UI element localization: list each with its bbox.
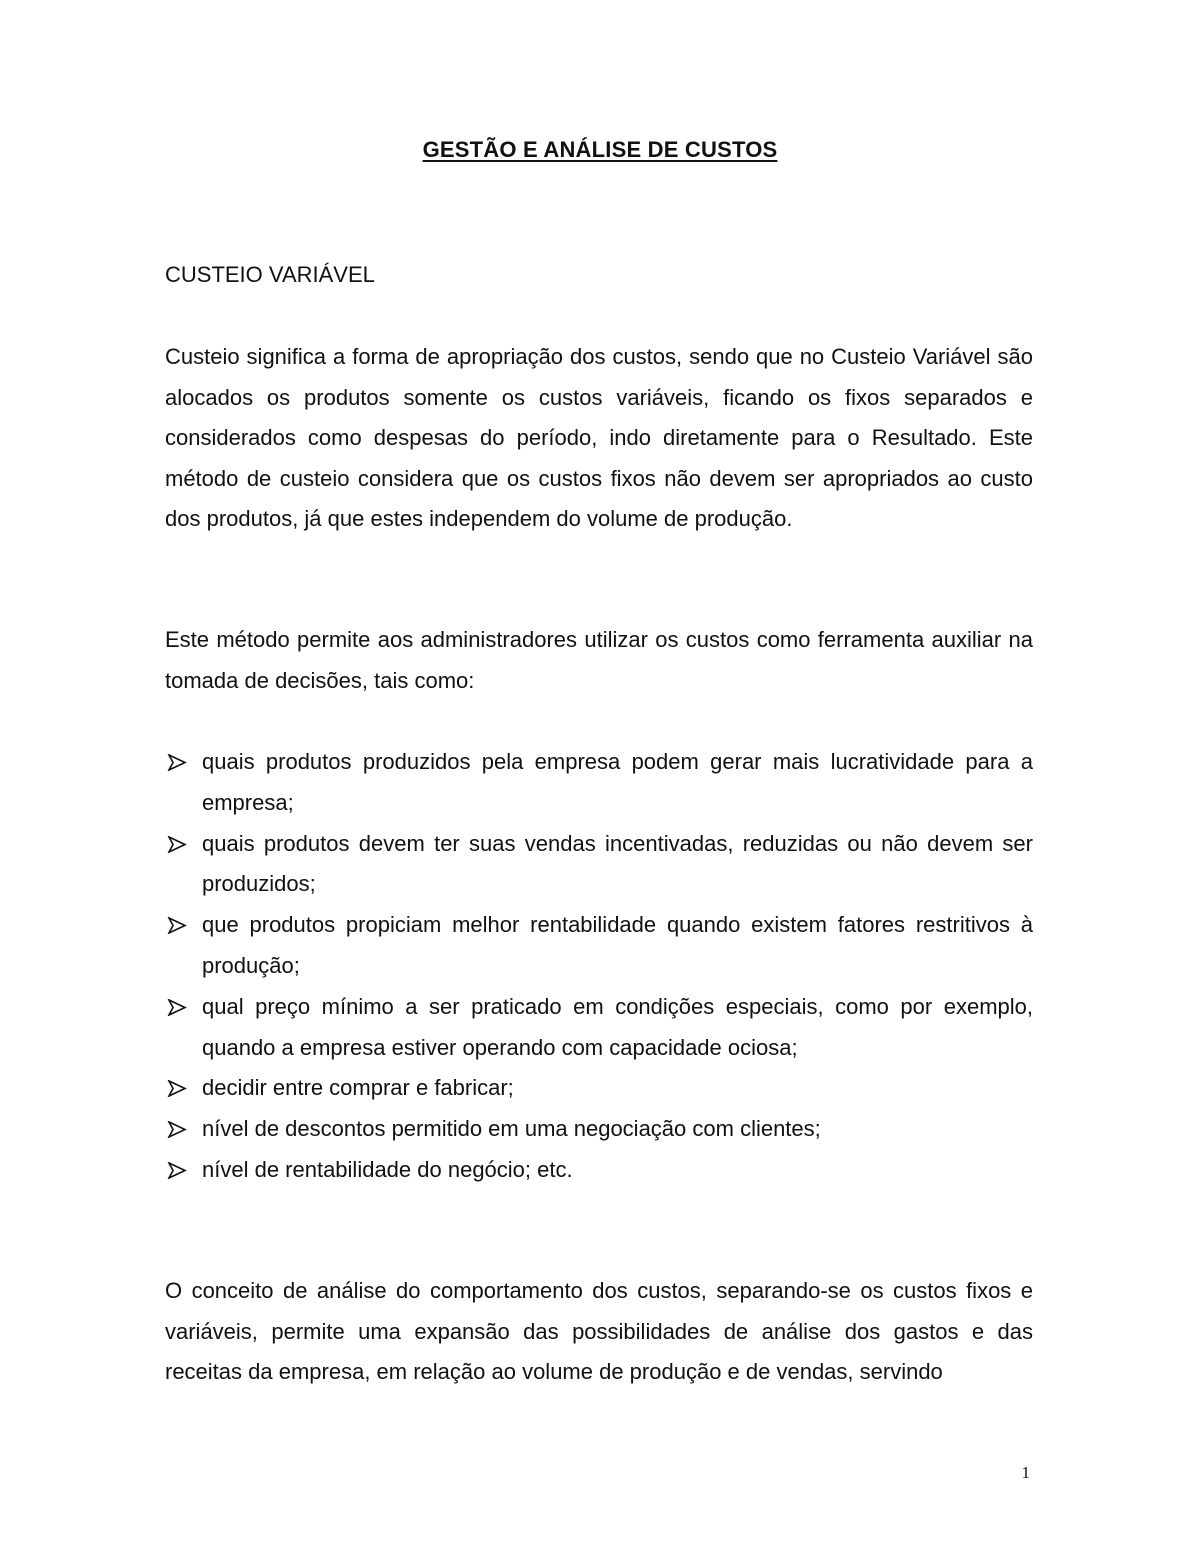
list-item-text: decidir entre comprar e fabricar; [202,1075,514,1101]
list-item [165,1068,1033,1109]
list-item [165,1109,1033,1150]
arrowhead-bullet-icon [167,1162,187,1179]
list-item-text: que produtos propiciam melhor rentabilidade quando existem fatores restritivos à produção; [202,912,1033,978]
page-number: 1 [1021,1463,1030,1482]
arrowhead-bullet-icon [167,999,187,1016]
list-item-text: qual preço mínimo a ser praticado em condições especiais, como por exemplo, quando a empresa estiver operando com capacidade ociosa; [202,993,1033,1060]
decision-list [165,742,1033,1191]
paragraph-cost-behavior: O conceito de análise do comportamento dos custos, separando-se os custos fixos e variáveis, permite uma expansão das possibilidades de análise dos gastos e das receitas da empresa, em relação ao volume de produção e de vendas, servindo [165,1278,1033,1384]
list-item-text: nível de descontos permitido em uma negociação com clientes; [202,1116,821,1142]
list-item-text: quais produtos produzidos pela empresa podem gerar mais lucratividade para a empresa; [202,749,1033,815]
paragraph-definition: Custeio significa a forma de apropriação dos custos, sendo que no Custeio Variável são alocados os produtos somente os custos variáveis, ficando os fixos separados e considerados como despesas do período, indo diretamente para o Resultado. Este método de custeio considera que os custos fixos não devem ser apropriados ao custo dos produtos, já que estes independem do volume de produção. [165,344,1033,531]
arrowhead-bullet-icon [167,1121,187,1138]
list-item [165,1150,1033,1191]
list-item [165,987,1033,1069]
list-item [165,742,1033,824]
list-item-text: quais produtos devem ter suas vendas incentivadas, reduzidas ou não devem ser produzidos; [202,830,1033,897]
arrowhead-bullet-icon [167,917,187,934]
paragraph-intro-list: Este método permite aos administradores utilizar os custos como ferramenta auxiliar na tomada de decisões, tais como: [165,627,1033,693]
arrowhead-bullet-icon [167,754,187,771]
list-item-text: nível de rentabilidade do negócio; etc. [202,1156,573,1182]
section-heading: CUSTEIO VARIÁVEL [165,262,375,287]
arrowhead-bullet-icon [167,1080,187,1097]
list-item [165,824,1033,906]
document-title: GESTÃO E ANÁLISE DE CUSTOS [422,137,778,162]
arrowhead-bullet-icon [167,836,187,853]
list-item [165,905,1033,987]
